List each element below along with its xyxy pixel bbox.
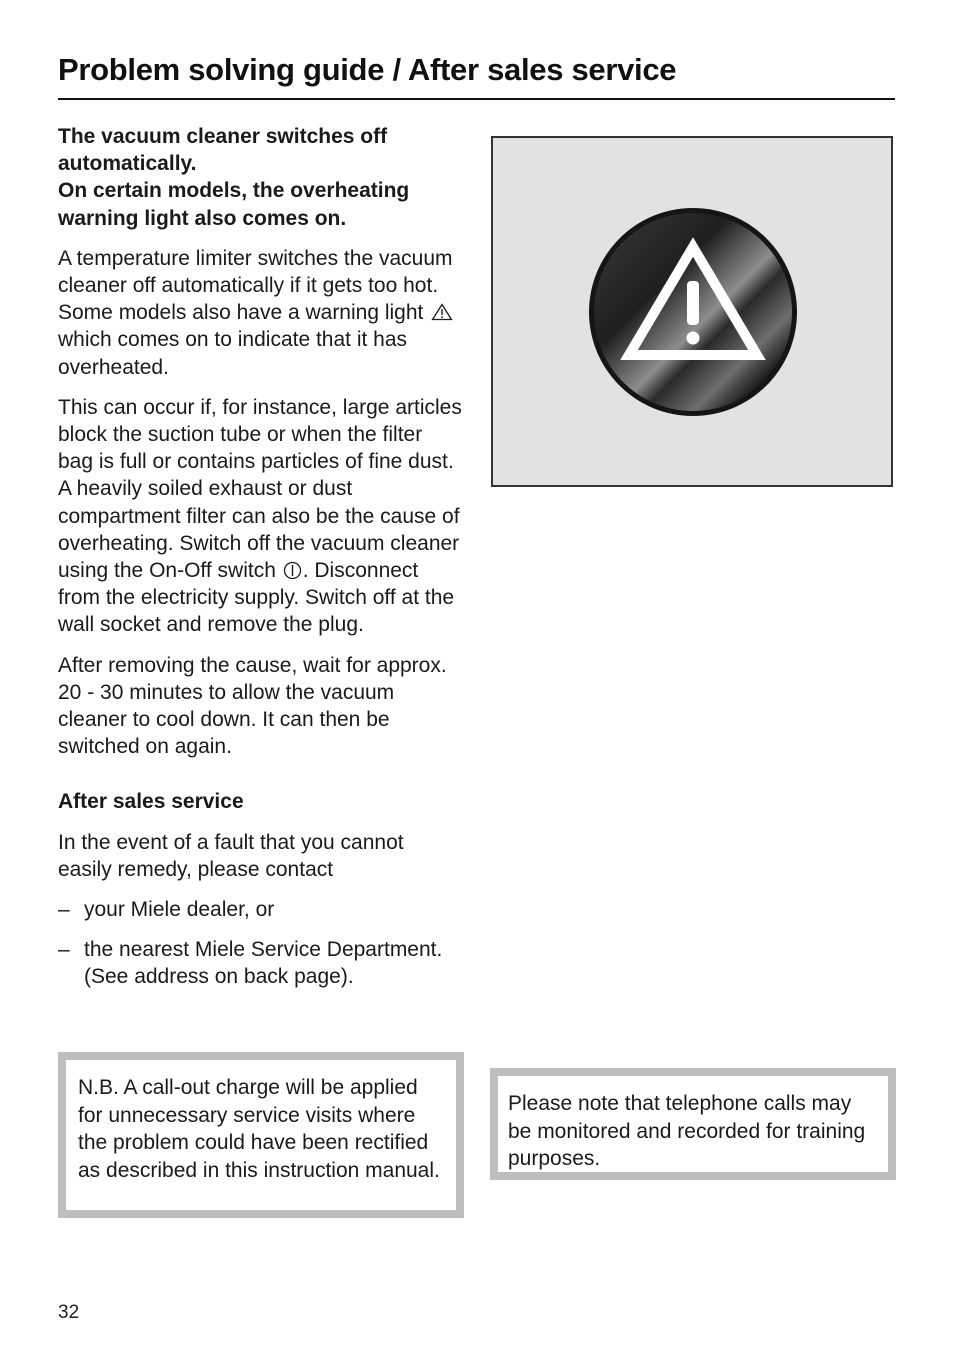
overheating-warning-light-icon [586,205,800,419]
page-title: Problem solving guide / After sales service [58,52,677,87]
problem-heading [58,123,463,232]
note-text: Please note that telephone calls may be monitored and recorded for training purposes. [508,1092,866,1170]
cool-down-paragraph: After removing the cause, wait for approx. 20 - 30 minutes to allow the vacuum cleaner to cool down. It can then be switched on again. [58,653,447,759]
problem-heading-line: On certain models, the overheating [58,179,410,203]
paragraph-text: A temperature limiter switches the vacuum cleaner off automatically if it gets too hot. Some models also have a warning light [58,246,453,325]
paragraph-text: which comes on to indicate that it has overheated. [58,328,408,379]
overheating-causes-paragraph [58,394,463,639]
paragraph-text: . Disconnect from the electricity supply. Switch off at the wall socket and remove the plug. [58,559,455,637]
list-dash: – [58,898,70,922]
telephone-monitoring-note [490,1068,896,1180]
problem-heading-line: warning light also comes on. [58,206,347,230]
temperature-limiter-paragraph [58,245,463,381]
after-sales-heading: After sales service [58,790,244,814]
service-intro-paragraph: In the event of a fault that you cannot easily remedy, please contact [58,830,404,881]
list-item-text: the nearest Miele Service Department. (See address on back page). [84,938,443,989]
problem-heading-line: The vacuum cleaner switches off [58,125,388,148]
left-column [58,123,463,1004]
list-item [58,896,463,923]
list-dash: – [58,938,70,962]
note-text: N.B. A call-out charge will be applied for unnecessary service visits where the problem could have been rectified as described in this instruction manual. [78,1076,440,1182]
page-number: 32 [58,1302,80,1323]
list-item [58,936,463,990]
warning-light-illustration [491,136,893,487]
on-off-switch-icon [283,561,302,580]
call-out-charge-note [58,1052,464,1218]
title-divider [58,98,895,100]
list-item-text: your Miele dealer, or [84,898,275,922]
warning-triangle-icon [431,303,453,321]
problem-heading-line: automatically. [58,152,197,176]
paragraph-text: This can occur if, for instance, large articles block the suction tube or when the filter bag is full or contains particles of fine dust. A heavily soiled exhaust or dust compartment filter can also be the cause of overheating. Switch off the vacuum cleaner using the On-Off switch [58,395,462,583]
